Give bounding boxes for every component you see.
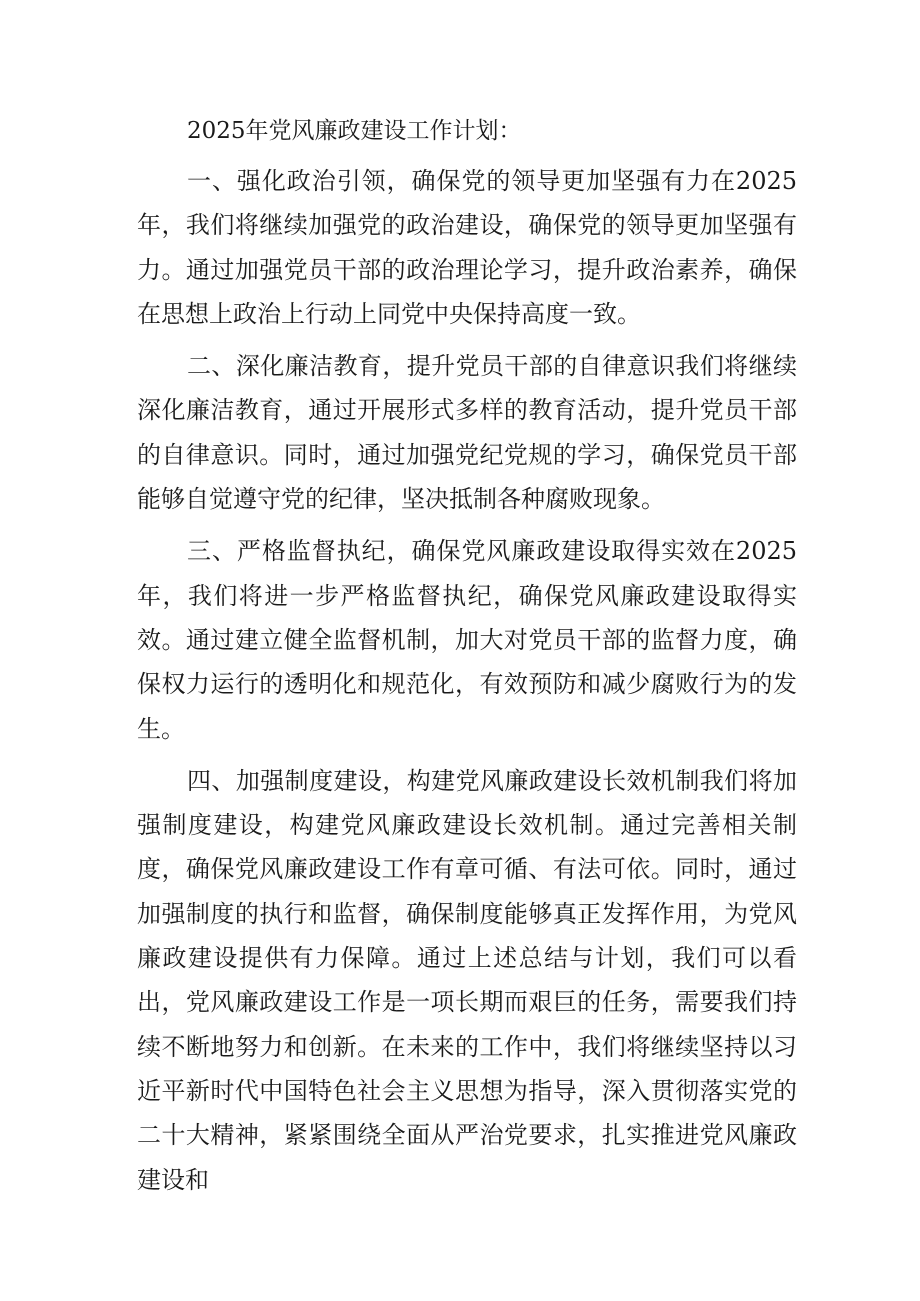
paragraph-3: 三、严格监督执纪，确保党风廉政建设取得实效在2025年，我们将进一步严格监督执纪，确保党风廉政建设取得实效。通过建立健全监督机制，加大对党员干部的监督力度，确保权力运行的透明化和规范化，有效预防和减少腐败行为的发生。 — [137, 537, 797, 743]
document-title: 2025年党风廉政建设工作计划： — [187, 118, 522, 144]
paragraph-1: 一、强化政治引领，确保党的领导更加坚强有力在2025年，我们将继续加强党的政治建设，确保党的领导更加坚强有力。通过加强党员干部的政治理论学习，提升政治素养，确保在思想上政治上行动上同党中央保持高度一致。 — [137, 167, 797, 328]
paragraph-4: 四、加强制度建设，构建党风廉政建设长效机制我们将加强制度建设，构建党风廉政建设长效机制。通过完善相关制度，确保党风廉政建设工作有章可循、有法可依。同时，通过加强制度的执行和监督，确保制度能够真正发挥作用，为党风廉政建设提供有力保障。通过上述总结与计划，我们可以看出，党风廉政建设工作是一项长期而艰巨的任务，需要我们持续不断地努力和创新。在未来的工作中，我们将继续坚持以习近平新时代中国特色社会主义思想为指导，深入贯彻落实党的二十大精神，紧紧围绕全面从严治党要求，扎实推进党风廉政建设和 — [137, 766, 797, 1194]
document-body — [137, 159, 797, 1210]
paragraph-2: 二、深化廉洁教育，提升党员干部的自律意识我们将继续深化廉洁教育，通过开展形式多样的教育活动，提升党员干部的自律意识。同时，通过加强党纪党规的学习，确保党员干部能够自觉遵守党的纪律，坚决抵制各种腐败现象。 — [137, 352, 797, 514]
